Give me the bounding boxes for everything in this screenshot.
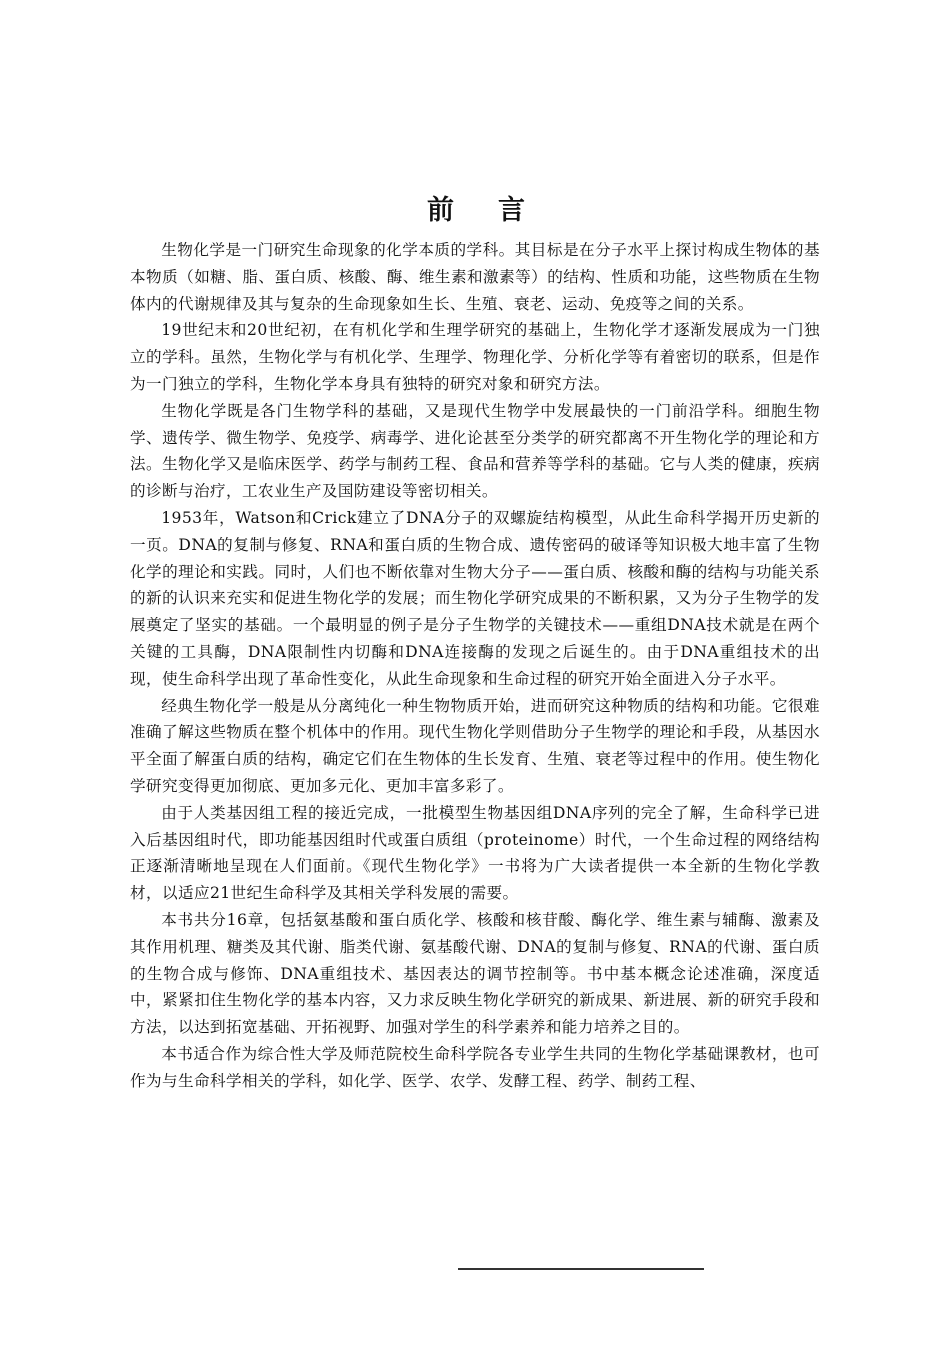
paragraph-5: 经典生物化学一般是从分离纯化一种生物物质开始，进而研究这种物质的结构和功能。它很难准确了解这些物质在整个机体中的作用。现代生物化学则借助分子生物学的理论和手段，从基因水平全面了解蛋白质的结构，确定它们在生物体的生长发育、生殖、衰老等过程中的作用。使生物化学研究变得更加彻底、更加多元化、更加丰富多彩了。	[130, 696, 820, 795]
preface-body	[130, 237, 820, 1095]
paragraph-4: 1953年，Watson和Crick建立了DNA分子的双螺旋结构模型，从此生命科学揭开历史新的一页。DNA的复制与修复、RNA和蛋白质的生物合成、遗传密码的破译等知识极大地丰富了生物化学的理论和实践。同时，人们也不断依靠对生物大分子——蛋白质、核酸和酶的结构与功能关系的新的认识来充实和促进生物化学的发展；而生物化学研究成果的不断积累，又为分子生物学的发展奠定了坚实的基础。一个最明显的例子是分子生物学的关键技术——重组DNA技术就是在两个关键的工具酶，DNA限制性内切酶和DNA连接酶的发现之后诞生的。由于DNA重组技术的出现，使生命科学出现了革命性变化，从此生命现象和生命过程的研究开始全面进入分子水平。	[130, 508, 820, 688]
paragraph-6: 由于人类基因组工程的接近完成，一批模型生物基因组DNA序列的完全了解，生命科学已进入后基因组时代，即功能基因组时代或蛋白质组（proteinome）时代，一个生命过程的网络结构正逐渐清晰地呈现在人们面前。《现代生物化学》一书将为广大读者提供一本全新的生物化学教材，以适应21世纪生命科学及其相关学科发展的需要。	[130, 803, 820, 903]
paragraph-3: 生物化学既是各门生物学科的基础，又是现代生物学中发展最快的一门前沿学科。细胞生物学、遗传学、微生物学、免疫学、病毒学、进化论甚至分类学的研究都离不开生物化学的理论和方法。生物化学又是临床医学、药学与制药工程、食品和营养等学科的基础。它与人类的健康，疾病的诊断与治疗，工农业生产及国防建设等密切相关。	[130, 401, 820, 501]
footer-rule	[458, 1268, 704, 1270]
paragraph-8: 本书适合作为综合性大学及师范院校生命科学院各专业学生共同的生物化学基础课教材，也可作为与生命科学相关的学科，如化学、医学、农学、发酵工程、药学、制药工程、	[130, 1044, 820, 1090]
paragraph-2: 19世纪末和20世纪初，在有机化学和生理学研究的基础上，生物化学才逐渐发展成为一门独立的学科。虽然，生物化学与有机化学、生理学、物理化学、分析化学等有着密切的联系，但是作为一门独立的学科，生物化学本身具有独特的研究对象和研究方法。	[130, 321, 820, 393]
page-title: 前言	[427, 195, 569, 226]
paragraph-1: 生物化学是一门研究生命现象的化学本质的学科。其目标是在分子水平上探讨构成生物体的基本物质（如糖、脂、蛋白质、核酸、酶、维生素和激素等）的结构、性质和功能，这些物质在生物体内的代谢规律及其与复杂的生命现象如生长、生殖、衰老、运动、免疫等之间的关系。	[130, 241, 820, 313]
paragraph-7: 本书共分16章，包括氨基酸和蛋白质化学、核酸和核苷酸、酶化学、维生素与辅酶、激素及其作用机理、糖类及其代谢、脂类代谢、氨基酸代谢、DNA的复制与修复、RNA的代谢、蛋白质的生物合成与修饰、DNA重组技术、基因表达的调节控制等。书中基本概念论述准确，深度适中，紧紧扣住生物化学的基本内容，又力求反映生物化学研究的新成果、新进展、新的研究手段和方法，以达到拓宽基础、开拓视野、加强对学生的科学素养和能力培养之目的。	[130, 910, 820, 1037]
